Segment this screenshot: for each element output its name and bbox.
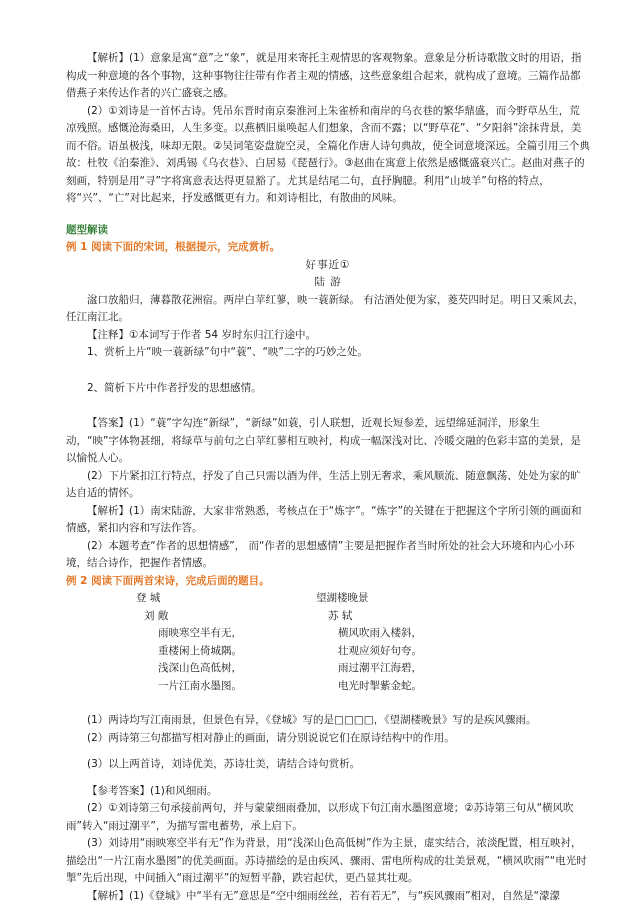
poem-b <box>316 590 516 695</box>
poem-a-line: 雨映寒空半有无， <box>158 627 242 639</box>
example-1-question-1: 1、赏析上片“映一蓑新绿”句中“蓑”、“映”二字的巧妙之处。 <box>87 346 368 358</box>
example-2-question-3: (3）以上两首诗，刘诗优美，苏诗壮美，请结合诗句赏析。 <box>87 758 361 770</box>
example-2-reference-answer-2: (2）①刘诗第三句承接前两句，并与蒙蒙细雨叠加，以形成下句江南水墨图意境；②苏诗第三句从“横风吹雨”转入“雨过潮平”，为描写雷电蓄势，承上启下。 <box>66 802 574 832</box>
poem-a <box>136 590 296 695</box>
poem-b-line: 横风吹雨入楼斜， <box>338 627 422 639</box>
poem-a-title: 登 城 <box>136 592 161 604</box>
poem-b-author: 苏 轼 <box>328 609 353 622</box>
example-2-reference-answer-1: 【参考答案】(1)和风细雨。 <box>87 784 218 797</box>
example-1-answer-1: 【答案】(1）“蓑”字勾连“新绿”，“新绿”如蓑，引人联想，近观长短参差，远望绵延洞洋，形象生动，“映”字体物甚细，将绿草与前句之白苹红蓼相互映衬，构成一幅深浅对比、冷暖交融的色彩丰富的美景，是以愉悦人心。 <box>66 417 581 464</box>
example-1-question-2: 2、简析下片中作者抒发的思想感情。 <box>87 381 262 394</box>
poem-a-line: 浅深山色高低树， <box>158 662 242 674</box>
poem-a-line: 一片江南水墨图。 <box>158 679 242 692</box>
example-1-analysis-1: 【解析】(1）南宋陆游，大家非常熟悉，考核点在于“炼字”。“炼字”的关键在于把握这个字所引领的画面和情感，紧扣内容和写法作答。 <box>66 504 582 534</box>
poem-b-line: 电光时掣紫金蛇。 <box>338 679 422 692</box>
example-2-title: 例 2 阅读下面两首宋诗，完成后面的题目。 <box>66 574 270 587</box>
example-1-note: 【注释】①本词写于作者 54 岁时东归江行途中。 <box>87 328 316 341</box>
analysis-paragraph-2: (2）①刘诗是一首怀古诗。凭吊东晋时南京秦淮河上朱雀桥和南岸的乌衣巷的繁华鼎盛，而今野草丛生，荒凉残照。感慨沧海桑田，人生多变。以燕栖旧巢唤起人们想象，含而不露；以“野草花”、“夕阳斜”涂抹背景，美而不俗。语虽极浅，味却无限。②吴词笔姿盘旋空灵，全篇化作唐人诗句典故，使全词意境深远。全篇引用三个典故：杜牧《泊秦淮》、刘禹锡《乌衣巷》、白居易《琵琶行》。③赵曲在寓意上依然是感慨盛衰兴亡。赵曲对燕子的刻画，特别是用“寻”字将寓意表达得更显豁了。尤其是结尾二句，直抒胸臆。利用“山坡羊”句格的特点，将“兴”、“亡”对比起来，抒发感慨更有力。和刘诗相比，有散曲的风味。 <box>66 104 590 204</box>
poems-block <box>66 590 590 712</box>
poem-b-line: 壮观应须好句夸。 <box>338 644 422 657</box>
poem-a-author: 刘 敞 <box>144 609 169 622</box>
section-title: 题型解读 <box>66 223 108 236</box>
example-1-answer-2: (2）下片紧扣江行特点，抒发了自己只需以酒为伴，生活上别无奢求，乘风顺流、随意飘荡、处处为家的旷达自适的情怀。 <box>66 469 581 499</box>
example-2-question-1: (1）两诗均写江南雨景，但景色有异，《登城》写的是□□□□，《望湖楼晚景》写的是疾风骤雨。 <box>87 714 537 726</box>
example-1-poem-text: 湓口放船归，薄暮散花洲宿。两岸白苹红蓼，映一蓑新绿。 有沽酒处便为家，菱芡四时足。明日又乘风去，任江南江北。 <box>66 293 584 323</box>
example-1-title: 例 1 阅读下面的宋词，根据提示，完成赏析。 <box>66 241 281 253</box>
example-2-question-2: (2）两诗第三句都描写相对静止的画面，请分别说说它们在原诗结构中的作用。 <box>87 731 455 744</box>
poem-a-line: 重楼闲上倚城隅。 <box>158 644 242 657</box>
example-1-analysis-2: (2）本题考查“作者的思想情感”， 而“作者的思想感情”主要是把握作者当时所处的社会大环境和内心小环境，结合诗作，把握作者情感。 <box>66 539 575 569</box>
analysis-paragraph-1: 【解析】(1）意象是寓“意”之“象”，就是用来寄托主观情思的客观物象。意象是分析诗歌散文时的用语，指构成一种意境的各个事物，这种事物往往带有作者主观的情感，这些意象组合起来，就构成了意境。三篇作品都借燕子来传达作者的兴亡盛衰之感。 <box>66 52 582 99</box>
poem-b-title: 望湖楼晚景 <box>316 592 369 604</box>
example-1-poem-author: 陆 游 <box>314 276 342 288</box>
example-2-reference-answer-3: (3）刘诗用“雨映寒空半有无”作为背景，用“浅深山色高低树”作为主景，虚实结合，浓淡配置，相互映衬，描绘出“一片江南水墨图”的优美画面。苏诗描绘的是由疾风、骤雨、雷电所构成的壮美景观，“横风吹雨”“电光时掣”先后出现，中间插入“雨过潮平”的短暂平静，跌宕起伏，更凸显其壮观。 <box>66 837 587 884</box>
poem-b-line: 雨过潮平江海碧， <box>338 662 422 674</box>
example-2-analysis: 【解析】(1)《登城》中“半有无”意思是“空中细雨丝丝，若有若无”，与“疾风骤雨”相对，自然是“濛濛 <box>87 889 560 902</box>
document-page <box>66 50 590 905</box>
example-1-poem-title: 好事近① <box>305 258 351 271</box>
